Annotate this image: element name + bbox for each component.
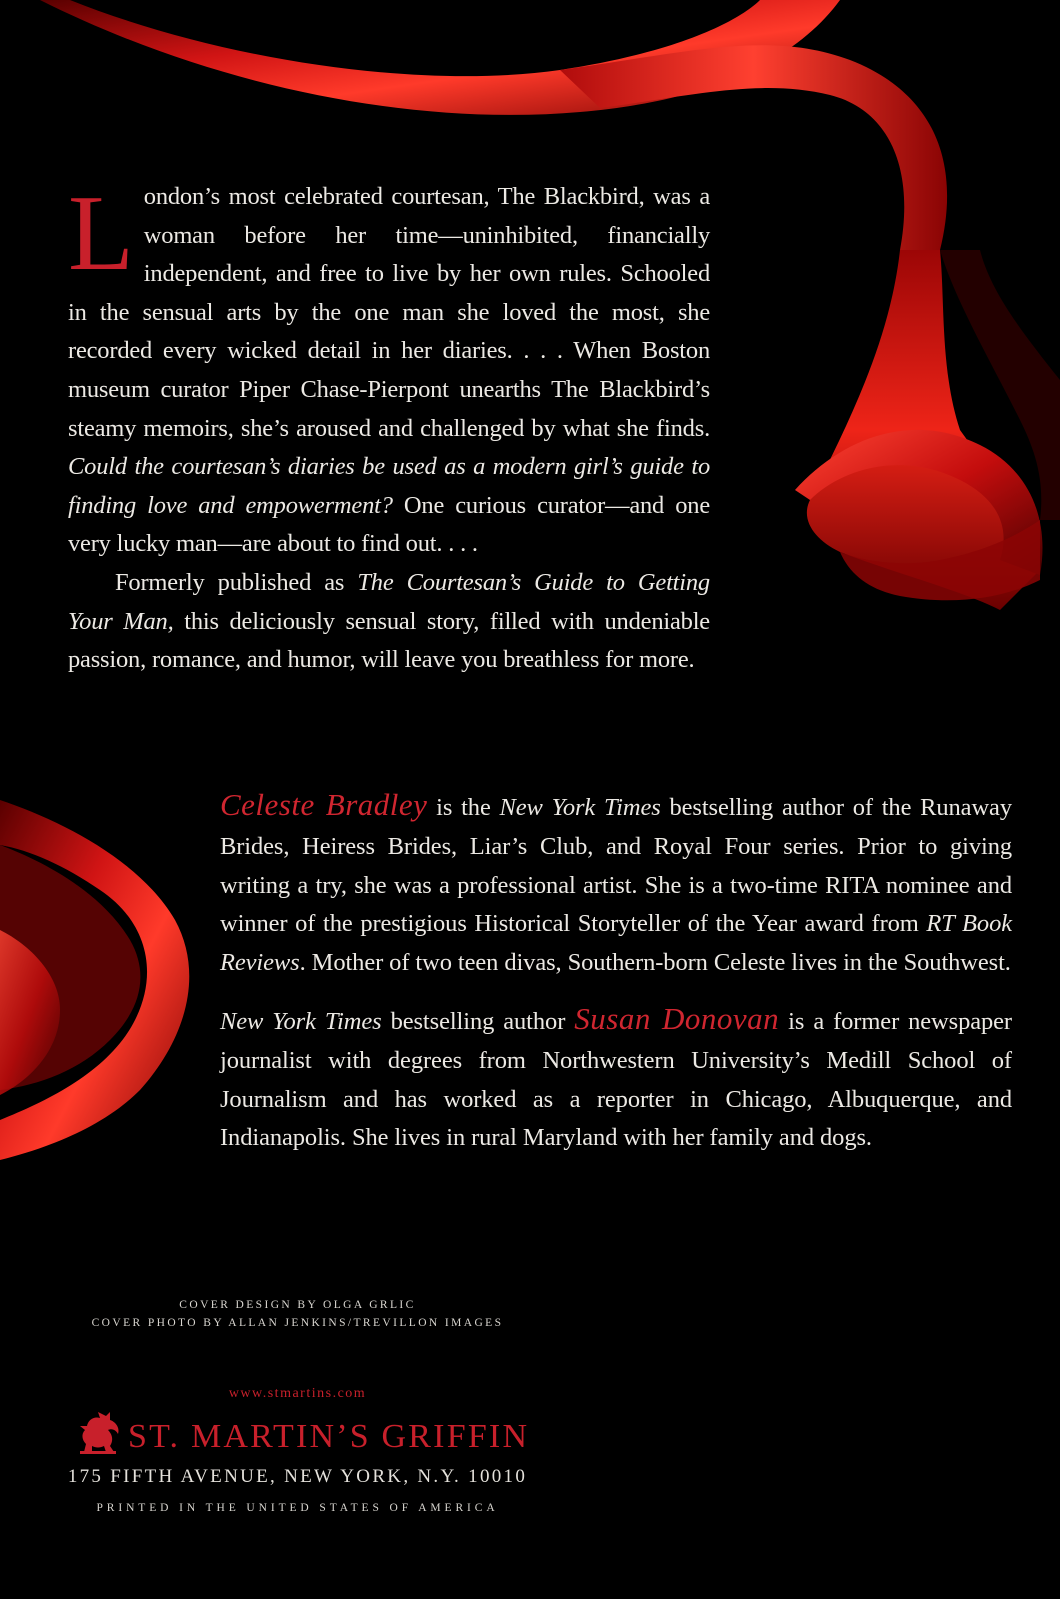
bio-italic: New York Times bbox=[499, 794, 661, 821]
cover-photo-credit: COVER PHOTO BY ALLAN JENKINS/TREVILLON IMAGES bbox=[91, 1317, 504, 1329]
cover-design-credit: COVER DESIGN BY OLGA GRLIC bbox=[179, 1299, 416, 1311]
drop-cap: L bbox=[68, 174, 134, 293]
bio-text: is the bbox=[427, 794, 500, 821]
blurb-text: ondon’s most celebrated courtesan, The Blackbird, was a woman before her time—uninhibited, financially independent, and free to live by her own rules. Schooled in the sensual arts by the one man she loved the most, she recorded every wicked detail in her diaries. . . . When Boston museum curator Piper Chase-Pierpont unearths The Blackbird’s steamy memoirs, she’s aroused and challenged by what she finds. bbox=[68, 183, 710, 442]
cover-credits bbox=[60, 1296, 535, 1332]
bio-text: is a former newspaper journalist with degrees from Northwestern University’s Medill School of Journalism and has worked as a reporter in Chicago, Albuquerque, and Indianapolis. She lives in rural Maryland with her family and dogs. bbox=[220, 1007, 1012, 1152]
printed-in-usa: PRINTED IN THE UNITED STATES OF AMERICA bbox=[96, 1502, 499, 1514]
blurb-text: this deliciously sensual story, filled with undeniable passion, romance, and humor, will leave you breathless for more. bbox=[68, 607, 710, 674]
blurb-text: One curious curator—and one very lucky man—are about to find out. . . . bbox=[68, 491, 710, 558]
blurb-text: Formerly published as bbox=[115, 568, 358, 596]
publisher-logo bbox=[76, 1408, 536, 1456]
former-title: The Courtesan’s Guide to Getting Your Man, bbox=[68, 568, 710, 635]
publisher-website: www.stmartins.com bbox=[228, 1386, 367, 1401]
author-bios bbox=[220, 786, 1012, 1175]
bio-italic: RT Book Reviews bbox=[220, 910, 1012, 977]
author-bio-celeste bbox=[220, 786, 1012, 983]
blurb-paragraph-2 bbox=[68, 564, 710, 680]
ribbon-left bbox=[0, 800, 189, 1160]
bio-text: . Mother of two teen divas, Southern-born Celeste lives in the Southwest. bbox=[299, 949, 1011, 977]
publisher-name: ST. MARTIN’S GRIFFIN bbox=[128, 1418, 530, 1455]
griffin-icon bbox=[76, 1410, 122, 1454]
bio-text: bestselling author of the Runaway Brides, Heiress Brides, Liar’s Club, and Royal Four series. Prior to giving writing a try, she was a professional artist. She is a two-time RITA nominee and winner of the prestigious Historical Storyteller of the Year award from bbox=[220, 794, 1012, 938]
author-name-susan: Susan Donovan bbox=[574, 1000, 780, 1036]
bio-italic: New York Times bbox=[220, 1007, 382, 1035]
bio-text: bestselling author bbox=[381, 1007, 575, 1035]
publisher-address: 175 FIFTH AVENUE, NEW YORK, N.Y. 10010 bbox=[67, 1466, 528, 1487]
blurb-paragraph-1 bbox=[68, 174, 710, 564]
author-name-celeste: Celeste Bradley bbox=[220, 787, 428, 822]
author-bio-susan bbox=[220, 1000, 1012, 1158]
blurb-italic-question: Could the courtesan’s diaries be used as a modern girl’s guide to finding love and empowerment? bbox=[68, 453, 710, 519]
book-description bbox=[68, 174, 710, 680]
ribbon-right-loop bbox=[795, 250, 1060, 610]
